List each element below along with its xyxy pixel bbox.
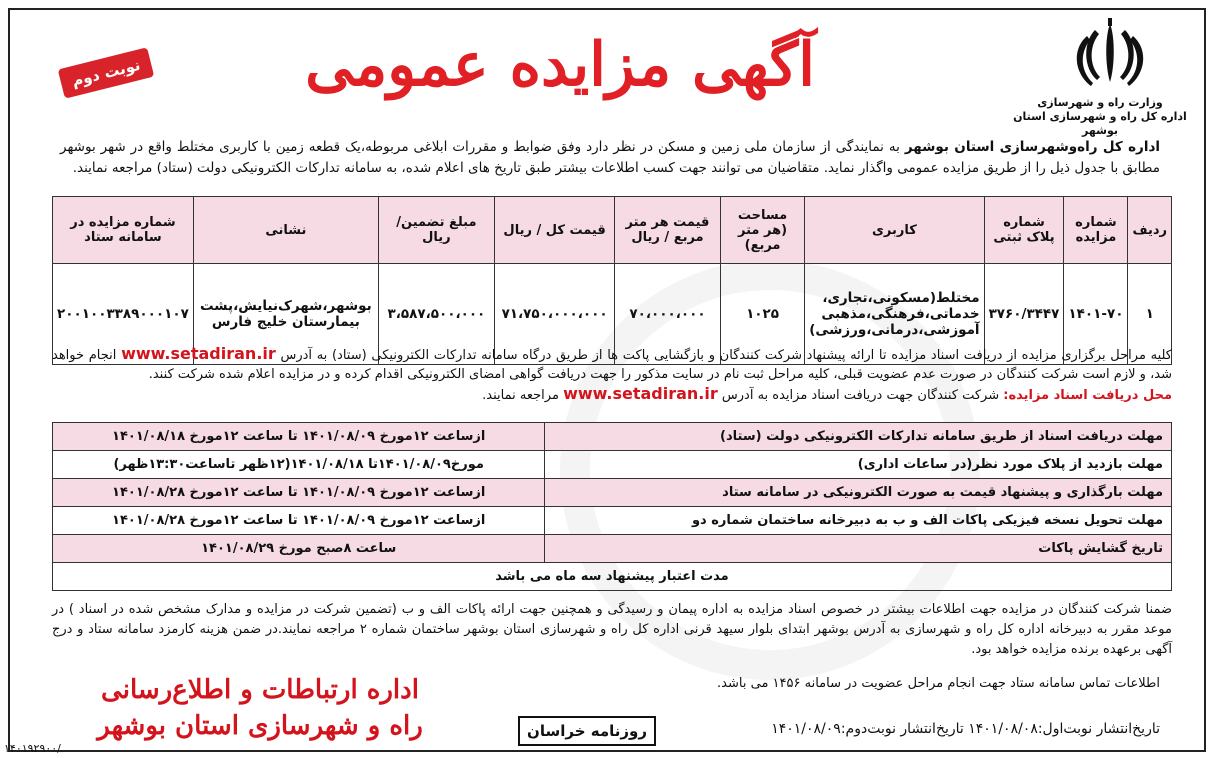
schedule-label: مهلت دریافت اسناد از طریق سامانه تدارکات الکترونیکی دولت (ستاد)	[545, 423, 1172, 451]
col-price-per-meter: قیمت هر متر مربع / ریال	[615, 197, 721, 264]
additional-info-paragraph: ضمنا شرکت کنندگان در مزایده جهت اطلاعات بیشتر در خصوص اسناد مزایده به اداره پیمان و رسیدگی و همچنین جهت ارائه پاکات الف و ب (تضمین شرکت در مزایده و مدارک مشخص شده در اسناد ) در موعد مقرر به دبیرخانه اداره کل راه و شهرسازی به آدرس بوشهر ابتدای بلوار سیهد قرنی اداره کل راه و شهرسازی استان بوشهر ساختمان شماره ۲ مراجعه نمایند.در ضمن هزینه کارمزد سامانه ستاد و درج آگهی برعهده برنده مزایده خواهد بود.	[52, 602, 1172, 657]
setad-link-2[interactable]: www.setadiran.ir	[563, 384, 718, 403]
col-setad-number: شماره مزایده در سامانه ستاد	[53, 197, 194, 264]
table-row	[53, 535, 1172, 563]
cell-usage: مختلط(مسکونی،تجاری، خدماتی،فرهنگی،مذهبی آموزشی،درمانی،ورزشی)	[805, 264, 984, 365]
col-guarantee: مبلغ تضمین/ریال	[378, 197, 494, 264]
col-address: نشانی	[193, 197, 378, 264]
schedule-value: ازساعت ۱۲مورخ ۱۴۰۱/۰۸/۰۹ تا ساعت ۱۲مورخ ۱۴۰۱/۰۸/۱۸	[53, 423, 545, 451]
newspaper-name: روزنامه خراسان	[518, 716, 656, 746]
ministry-line-2: اداره کل راه و شهرسازی استان بوشهر	[1013, 110, 1187, 137]
cell-plate-number: ۳۷۶۰/۳۴۴۷	[984, 264, 1064, 365]
schedule-value: ازساعت ۱۲مورخ ۱۴۰۱/۰۸/۰۹ تا ساعت ۱۲مورخ ۱۴۰۱/۰۸/۲۸	[53, 507, 545, 535]
schedule-label: مهلت تحویل نسخه فیزیکی پاکات الف و ب به دبیرخانه ساختمان شماره دو	[545, 507, 1172, 535]
documents-place-label: محل دریافت اسناد مزایده:	[1003, 388, 1172, 403]
office-line-2: راه و شهرسازی استان بوشهر	[97, 711, 423, 741]
ministry-name	[1000, 96, 1200, 138]
cell-price-per-meter: ۷۰،۰۰۰،۰۰۰	[615, 264, 721, 365]
schedule-label: تاریخ گشایش پاکات	[545, 535, 1172, 563]
table-row	[53, 479, 1172, 507]
iran-emblem-icon	[1065, 16, 1155, 96]
cell-total-price: ۷۱،۷۵۰،۰۰۰،۰۰۰	[495, 264, 615, 365]
cell-row-number: ۱	[1128, 264, 1172, 365]
ministry-line-1: وزارت راه و شهرسازی	[1037, 96, 1163, 109]
table-row	[53, 451, 1172, 479]
intro-paragraph	[60, 137, 1160, 179]
col-usage: کاربری	[805, 197, 984, 264]
procedure-text-2: انجام خواهد شد، و لازم است شرکت کنندگان در صورت عدم عضویت قبلی، کلیه مراحل ثبت نام در سایت مذکور را جهت دریافت گواهی امضای الکترونیکی اقدام کرده و در مزایده اعلام شده شرکت کنند.	[52, 348, 1172, 382]
table-row	[53, 507, 1172, 535]
schedule-value: مورخ۱۴۰۱/۰۸/۰۹تا ۱۴۰۱/۰۸/۱۸(۱۲ظهر تاساعت۱۳:۳۰ظهر)	[53, 451, 545, 479]
schedule-table	[52, 422, 1172, 591]
documents-text: شرکت کنندگان جهت دریافت اسناد مزایده به آدرس	[717, 388, 1004, 403]
publication-dates: تاریخ‌انتشار نوبت‌اول:۱۴۰۱/۰۸/۰۸ تاریخ‌انتشار نوبت‌دوم:۱۴۰۱/۰۸/۰۹	[771, 721, 1160, 737]
schedule-label: مهلت بارگذاری و پیشنهاد قیمت به صورت الکترونیکی در سامانه ستاد	[545, 479, 1172, 507]
setad-link-1[interactable]: www.setadiran.ir	[121, 344, 276, 363]
schedule-value: ساعت ۸صبح مورخ ۱۴۰۱/۰۸/۲۹	[53, 535, 545, 563]
procedure-paragraph	[52, 344, 1172, 405]
table-row	[53, 563, 1172, 591]
cell-setad-number: ۲۰۰۱۰۰۳۳۸۹۰۰۰۱۰۷	[53, 264, 194, 365]
schedule-label: مهلت بازدید از پلاک مورد نظر(در ساعات اداری)	[545, 451, 1172, 479]
table-header-row	[53, 197, 1172, 264]
cell-address: بوشهر،شهرک‌نیایش،پشت بیمارستان خلیج فارس	[193, 264, 378, 365]
documents-text-end: مراجعه نمایند.	[482, 388, 564, 403]
col-plate-number: شماره پلاک ثبتی	[984, 197, 1064, 264]
col-auction-number: شماره مزایده	[1064, 197, 1128, 264]
office-line-1: اداره ارتباطات و اطلاع‌رسانی	[101, 675, 419, 705]
cell-guarantee: ۳،۵۸۷،۵۰۰،۰۰۰	[378, 264, 494, 365]
public-relations-office	[70, 672, 450, 744]
col-row-number: ردیف	[1128, 197, 1172, 264]
organization-name: اداره کل راه‌وشهرسازی استان بوشهر	[904, 139, 1161, 155]
validity-note: مدت اعتبار پیشنهاد سه ماه می باشد	[53, 563, 1172, 591]
schedule-value: ازساعت ۱۲مورخ ۱۴۰۱/۰۸/۰۹ تا ساعت ۱۲مورخ ۱۴۰۱/۰۸/۲۸	[53, 479, 545, 507]
cell-auction-number: ۱۴۰۱-۷۰	[1064, 264, 1128, 365]
page-title: آگهی مزایده عمومی	[305, 30, 815, 100]
col-area: مساحت (هر متر مربع)	[720, 197, 804, 264]
intro-text: به نمایندگی از سازمان ملی زمین و مسکن در نظر دارد وفق ضوابط و مقررات ابلاغی مربوطه،یک قطعه زمین با کاربری مختلط واقع در شهر بوشهر مطابق با جدول ذیل را از طریق مزایده عمومی واگذار نماید. متقاضیان می توانند جهت کسب اطلاعات بیشتر طبق تاریخ های اعلام شده، به سامانه تدارکات الکترونیکی دولت (ستاد) مراجعه نمایند.	[60, 139, 1160, 176]
auction-table	[52, 196, 1172, 365]
second-round-badge: نوبت دوم	[58, 47, 155, 98]
table-row	[53, 423, 1172, 451]
ad-code: ۱۴۰۱۹۲۹۰۰/	[4, 742, 61, 755]
col-total-price: قیمت کل / ریال	[495, 197, 615, 264]
procedure-text-1: کلیه مراحل برگزاری مزایده از دریافت اسناد مزایده تا ارائه پیشنهاد شرکت کنندگان و بازگشایی پاکت ها از طریق درگاه سامانه تدارکات الکترونیکی (ستاد) به آدرس	[275, 348, 1172, 363]
cell-area: ۱۰۲۵	[720, 264, 804, 365]
contact-info: اطلاعات تماس سامانه ستاد جهت انجام مراحل عضویت در سامانه ۱۴۵۶ می باشد.	[717, 676, 1160, 691]
